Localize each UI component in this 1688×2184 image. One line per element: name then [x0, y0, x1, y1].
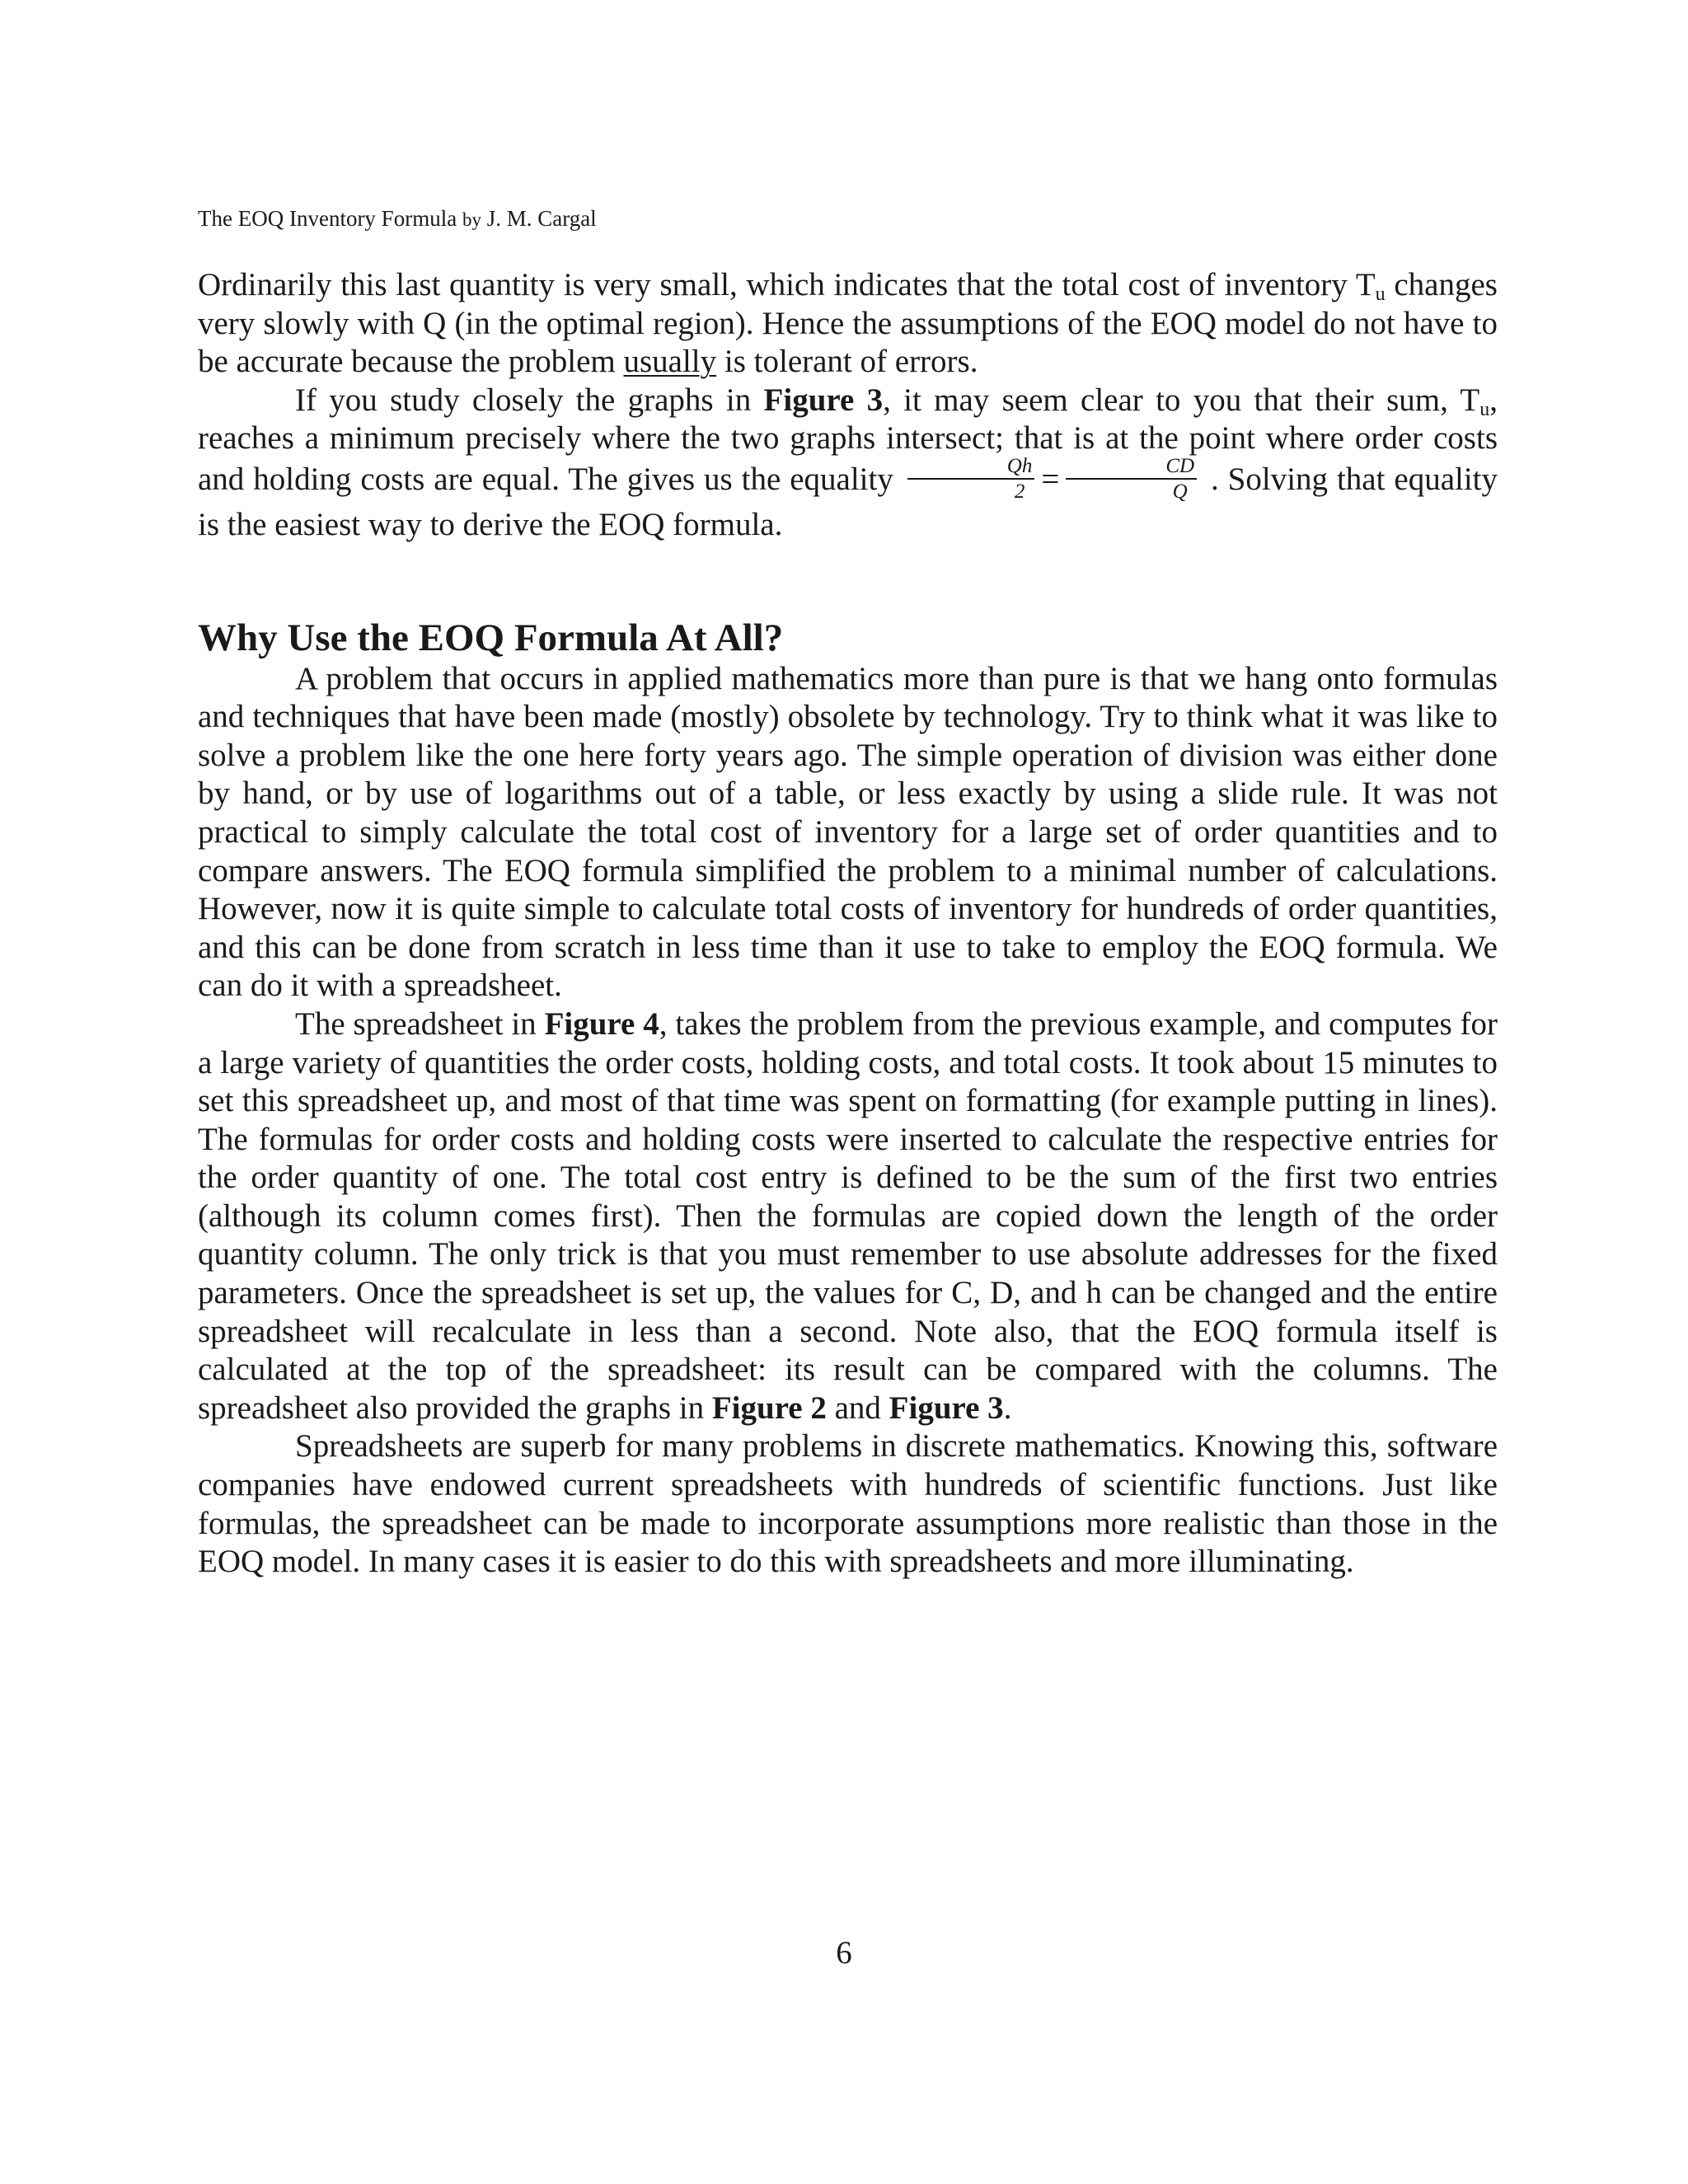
paragraph-equality — [198, 382, 1498, 545]
p1-subscript-u: u — [1375, 284, 1386, 305]
p4-figure-2-ref: Figure 2 — [711, 1390, 827, 1426]
p2-figure-3-ref: Figure 3 — [763, 382, 884, 418]
fraction-numerator: CD — [1066, 455, 1197, 480]
p1-underlined-usually: usually — [623, 344, 717, 380]
p4-figure-3-ref: Figure 3 — [889, 1390, 1004, 1426]
fraction-cd-over-q — [1066, 455, 1197, 503]
p4-text-4: . — [1003, 1390, 1012, 1426]
p2-subscript-u: u — [1479, 398, 1490, 420]
p4-text-3: and — [826, 1390, 889, 1426]
equals-sign: = — [1041, 461, 1060, 497]
fraction-denominator: Q — [1172, 480, 1188, 503]
paragraph-spreadsheet-figure-4 — [198, 1005, 1498, 1428]
fraction-numerator: Qh — [907, 455, 1035, 480]
p2-text-4: . Solving that equality is the easiest way to derive the EOQ formula. — [198, 461, 1498, 542]
fraction-denominator: 2 — [1014, 480, 1025, 503]
p2-text-1: If you study closely the graphs in — [295, 382, 764, 418]
paragraph-spreadsheets-superb: Spreadsheets are superb for many problems in discrete mathematics. Knowing this, software companies have endowed current spreadsheets with hundreds of scientific functions. Just like formulas, the spreadsheet can be made to incorporate assumptions more realistic than those in the EOQ model. In many cases it is easier to do this with spreadsheets and more illuminating. — [198, 1428, 1498, 1580]
p1-text-3: is tolerant of errors. — [716, 344, 978, 380]
p4-text-2: , takes the problem from the previous example, and computes for a large variety of quantities the order costs, holding costs, and total costs. It took about 15 minutes to set this spreadsheet up, and most of that time was spent on formatting (for example putting in lines). The formulas for order costs and holding costs were inserted to calculate the respective entries for the order quantity of one. The total cost entry is defined to be the sum of the first two entries (although its column comes first). Then the formulas are copied down the length of the order quantity column. The only trick is that you must remember to use absolute addresses for the fixed parameters. Once the spreadsheet is set up, the values for C, D, and h can be changed and the entire spreadsheet will recalculate in less than a second. Note also, that the EOQ formula itself is calculated at the top of the spreadsheet: its result can be compared with the columns. The spreadsheet also provided the graphs in — [198, 1005, 1498, 1426]
p4-text-1: The spreadsheet in — [295, 1005, 545, 1042]
p1-text-1: Ordinarily this last quantity is very small, which indicates that the total cost of inventory T — [198, 267, 1376, 302]
page-body — [198, 266, 1498, 1582]
fraction-qh-over-2 — [907, 455, 1035, 503]
p2-text-3: , reaches a minimum precisely where the two graphs intersect; that is at the point where order costs and holding costs are equal. The gives us the equality — [198, 382, 1498, 497]
section-heading: Why Use the EOQ Formula At All? — [198, 616, 784, 659]
paragraph-cost-tolerance — [198, 266, 1498, 382]
p4-figure-4-ref: Figure 4 — [544, 1005, 659, 1042]
header-by: by — [462, 209, 481, 230]
page-number: 6 — [836, 1935, 852, 1971]
running-header — [198, 204, 597, 234]
header-author: J. M. Cargal — [486, 206, 597, 231]
p1-text-2: changes very slowly with Q (in the optimal region). Hence the assumptions of the EOQ model do not have to be accurate because the problem — [198, 267, 1498, 380]
paragraph-obsolete-techniques: A problem that occurs in applied mathematics more than pure is that we hang onto formulas and techniques that have been made (mostly) obsolete by technology. Try to think what it was like to solve a problem like the one here forty years ago. The simple operation of division was either done by hand, or by use of logarithms out of a table, or less exactly by using a slide rule. It was not practical to simply calculate the total cost of inventory for a large set of order quantities and to compare answers. The EOQ formula simplified the problem to a minimal number of calculations. However, now it is quite simple to calculate total costs of inventory for hundreds of order quantities, and this can be done from scratch in less time than it use to take to employ the EOQ formula. We can do it with a spreadsheet. — [198, 660, 1498, 1004]
header-title: The EOQ Inventory Formula — [198, 206, 457, 231]
p2-text-2: , it may seem clear to you that their sum, T — [883, 382, 1480, 418]
